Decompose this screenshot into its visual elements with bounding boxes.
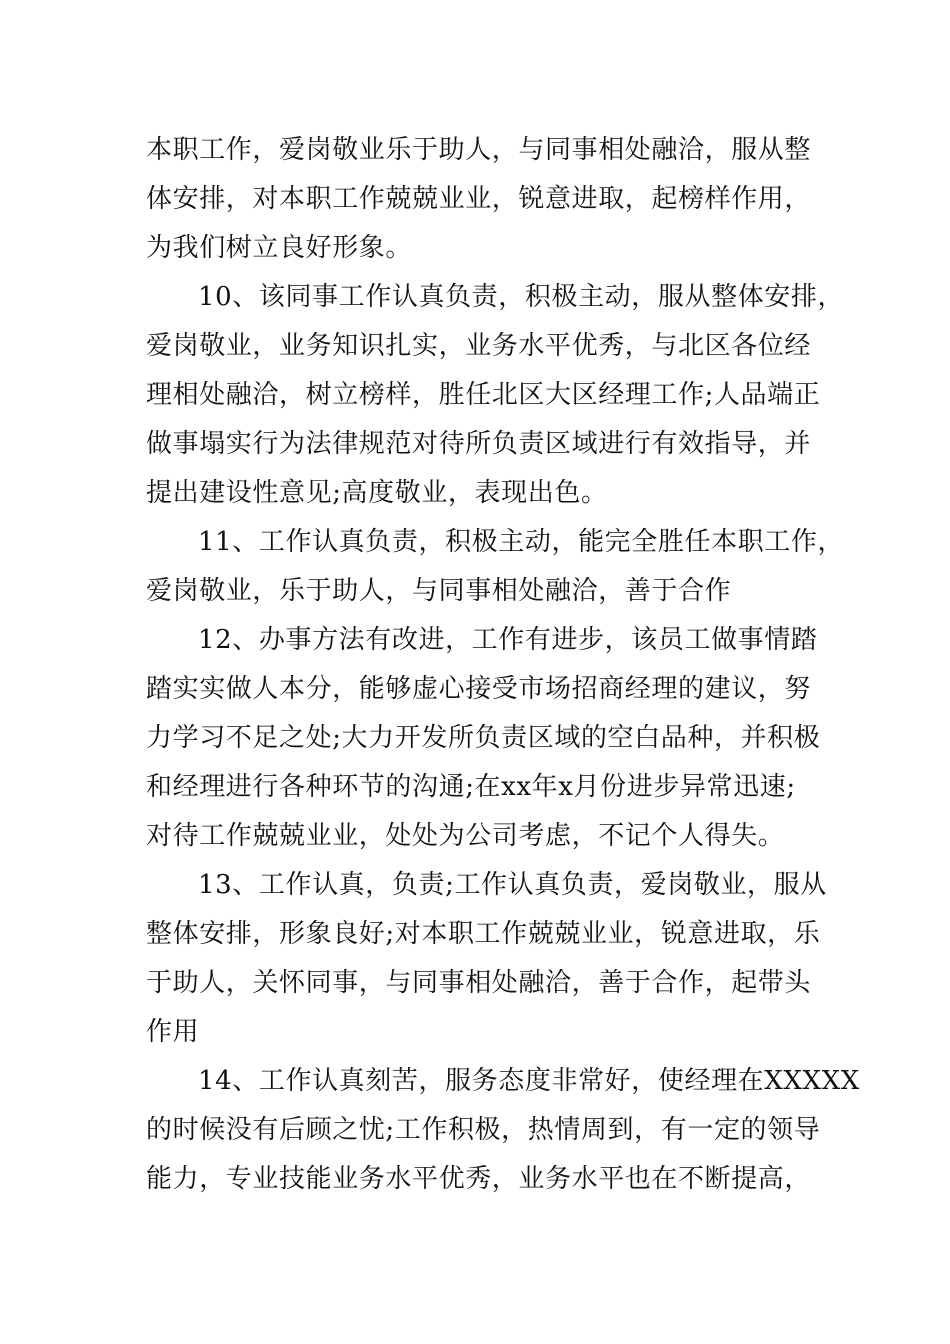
text-line: 能力，专业技能业务水平优秀，业务水平也在不断提高，	[146, 1164, 812, 1194]
text-line: 做事塌实行为法律规范对待所负责区域进行有效指导，并	[146, 429, 812, 459]
text-line: 作用	[146, 1017, 200, 1047]
text-line: 13、工作认真，负责;工作认真负责，爱岗敬业，服从	[198, 870, 827, 900]
text-line: 爱岗敬业，业务知识扎实，业务水平优秀，与北区各位经	[146, 331, 812, 361]
text-line: 12、办事方法有改进，工作有进步，该员工做事情踏	[198, 625, 818, 655]
document-body	[146, 126, 860, 1204]
text-line: 和经理进行各种环节的沟通;在xx年x月份进步异常迅速;	[146, 772, 796, 802]
text-line: 整体安排，形象良好;对本职工作兢兢业业，锐意进取，乐	[146, 919, 821, 949]
text-line: 的时候没有后顾之忧;工作积极，热情周到，有一定的领导	[146, 1115, 821, 1145]
text-line: 理相处融洽，树立榜样，胜任北区大区经理工作;人品端正	[146, 380, 821, 410]
text-line: 对待工作兢兢业业，处处为公司考虑，不记个人得失。	[146, 821, 785, 851]
text-line: 力学习不足之处;大力开发所负责区域的空白品种，并积极	[146, 723, 821, 753]
text-line: 14、工作认真刻苦，服务态度非常好，使经理在XXXXX	[198, 1066, 860, 1096]
text-line: 踏实实做人本分，能够虚心接受市场招商经理的建议，努	[146, 674, 812, 704]
text-line: 提出建设性意见;高度敬业，表现出色。	[146, 478, 608, 508]
text-line: 于助人，关怀同事，与同事相处融洽，善于合作，起带头	[146, 968, 812, 998]
text-line: 体安排，对本职工作兢兢业业，锐意进取，起榜样作用，	[146, 184, 812, 214]
text-line: 10、该同事工作认真负责，积极主动，服从整体安排，	[198, 282, 845, 312]
text-line: 11、工作认真负责，积极主动，能完全胜任本职工作，	[198, 527, 845, 557]
text-line: 本职工作，爱岗敬业乐于助人，与同事相处融洽，服从整	[146, 135, 812, 165]
text-line: 爱岗敬业，乐于助人，与同事相处融洽，善于合作	[146, 576, 732, 606]
text-line: 为我们树立良好形象。	[146, 233, 413, 263]
